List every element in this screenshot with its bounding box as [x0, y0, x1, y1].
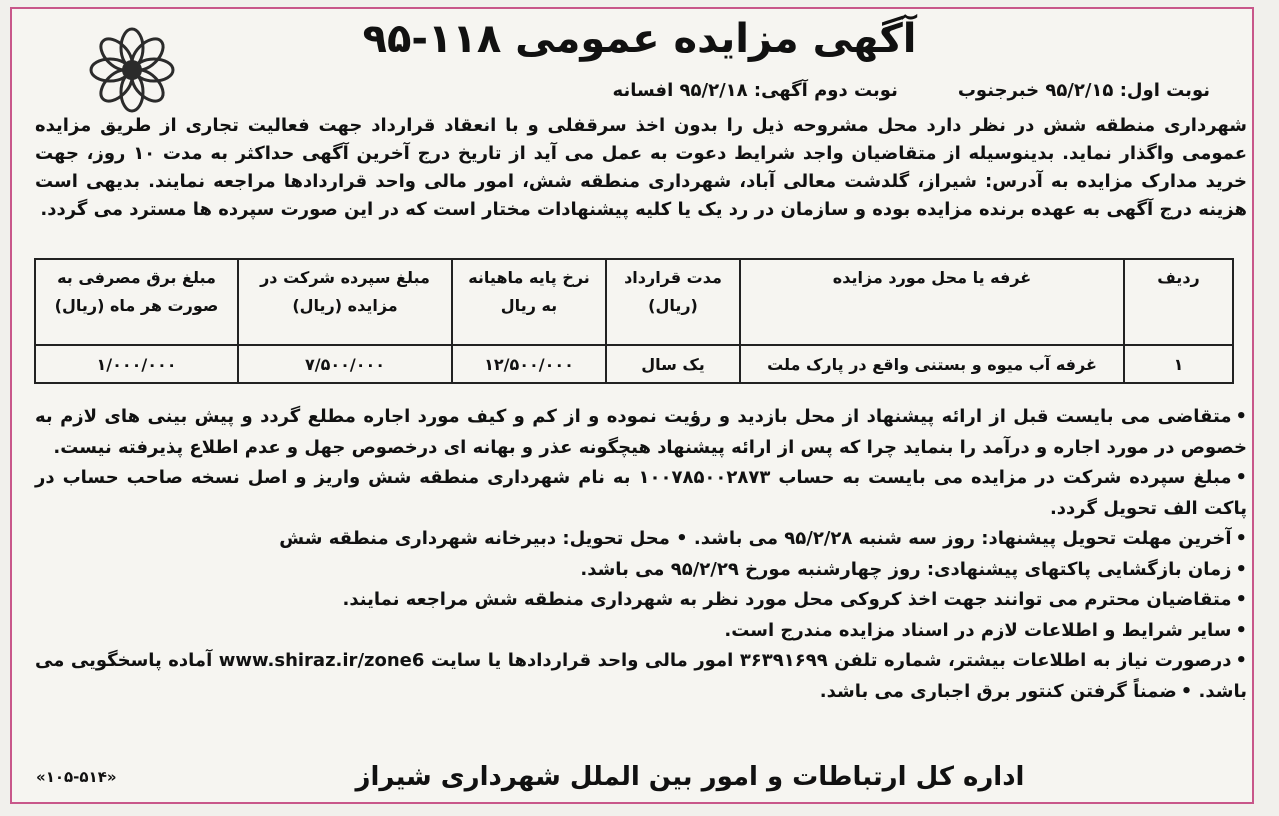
cell-booth: غرفه آب میوه و بستنی واقع در پارک ملت	[740, 345, 1124, 383]
list-item: •زمان بازگشایی پاکتهای پیشنهادی: روز چهارشنبه مورخ ۹۵/۲/۲۹ می باشد.	[580, 558, 1247, 580]
cell-row-number: ۱	[1124, 345, 1233, 383]
cell-deposit: ۷/۵۰۰/۰۰۰	[238, 345, 452, 383]
first-round: نوبت اول: ۹۵/۲/۱۵ خبرجنوب	[957, 80, 1210, 101]
notice-title: آگهی مزایده عمومی ۱۱۸-۹۵	[362, 16, 917, 62]
intro-paragraph: شهرداری منطقه شش در نظر دارد محل مشروحه ذیل را بدون اخذ سرقفلی و با انعقاد قرارداد جهت فعالیت تجاری از طریق مزایده عمومی واگذار نماید. بدینوسیله از متقاضیان واجد شرایط دعوت به عمل می آید از تاریخ درج آخرین آگهی حداکثر به مدت ۱۰ روز، جهت خرید مدارک مزایده به آدرس: شیراز، گلدشت معالی آباد، شهرداری منطقه شش، امور مالی واحد قراردادها مراجعه نمایند. بدیهی است هزینه درج آگهی به عهده برنده مزایده بوده و سازمان در رد یک یا کلیه پیشنهادات مختار است که در این صورت سپرده ها مسترد می گردد.	[35, 115, 1247, 220]
website-url: www.shiraz.ir/zone6	[218, 650, 425, 671]
col-booth: غرفه یا محل مورد مزایده	[740, 259, 1124, 345]
publication-rounds	[300, 80, 1210, 101]
col-row-number: ردیف	[1124, 259, 1233, 345]
cell-base-rate: ۱۲/۵۰۰/۰۰۰	[452, 345, 606, 383]
cell-duration: یک سال	[606, 345, 740, 383]
col-base-rate: نرخ پایه ماهیانه به ریال	[452, 259, 606, 345]
notice-code: «۱۰۵-۵۱۴»	[36, 768, 117, 786]
second-round: نوبت دوم آگهی: ۹۵/۲/۱۸ افسانه	[612, 80, 898, 101]
contact-item: •درصورت نیاز به اطلاعات بیشتر، شماره تلفن ۳۶۳۹۱۶۹۹ امور مالی واحد قراردادها یا سایت www.shiraz.ir/zone6 آماده پاسخگویی می باشد. •ضمناً گرفتن کنتور برق اجباری می باشد.	[35, 650, 1247, 702]
col-duration: مدت قرارداد (ریال)	[606, 259, 740, 345]
list-item: •سایر شرایط و اطلاعات لازم در اسناد مزایده مندرج است.	[724, 619, 1247, 641]
list-item: •آخرین مهلت تحویل پیشنهاد: روز سه شنبه ۹۵/۲/۲۸ می باشد. • محل تحویل: دبیرخانه شهرداری منطقه شش	[279, 528, 1247, 549]
list-item: •متقاضیان محترم می توانند جهت اخذ کروکی محل مورد نظر به شهرداری منطقه شش مراجعه نمایند.	[342, 589, 1247, 610]
conditions-list	[35, 402, 1247, 707]
col-electricity: مبلغ برق مصرفی به صورت هر ماه (ریال)	[35, 259, 238, 345]
table-row	[35, 345, 1233, 383]
issuer-footer: اداره کل ارتباطات و امور بین الملل شهرداری شیراز	[355, 762, 1025, 792]
table-header-row	[35, 259, 1233, 345]
col-deposit: مبلغ سپرده شرکت در مزایده (ریال)	[238, 259, 452, 345]
list-item: •مبلغ سپرده شرکت در مزایده می بایست به حساب ۱۰۰۷۸۵۰۰۲۸۷۳ به نام شهرداری منطقه شش واریز و اصل نسخه صاحب حساب در پاکت الف تحویل گردد.	[35, 467, 1247, 519]
cell-electricity: ۱/۰۰۰/۰۰۰	[35, 345, 238, 383]
list-item: •متقاضی می بایست قبل از ارائه پیشنهاد از محل بازدید و رؤیت نموده و از کم و کیف مورد اجاره مطلع گردد و پیش بینی های لازم به خصوص در مورد اجاره و درآمد را بنماید چرا که پس از ارائه پیشنهاد هیچگونه عذر و بهانه ای درخصوص جهل و عدم اطلاع پذیرفته نیست.	[35, 406, 1247, 458]
auction-table	[34, 258, 1234, 384]
meter-note: ضمناً گرفتن کنتور برق اجباری می باشد.	[819, 680, 1177, 702]
